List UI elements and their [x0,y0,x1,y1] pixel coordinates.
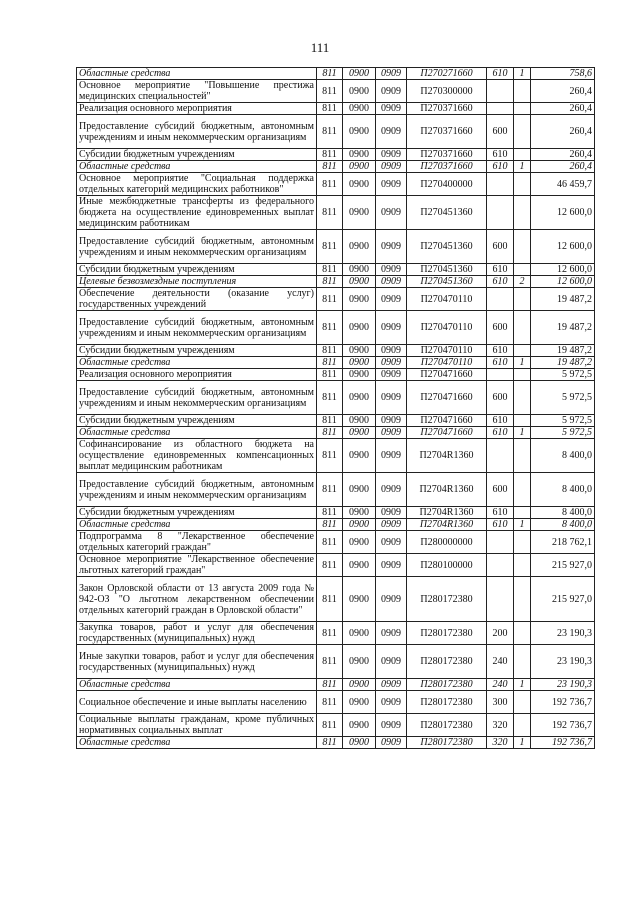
subsection-code: 0909 [376,311,407,345]
section-code: 0900 [343,645,376,679]
row-name: Предоставление субсидий бюджетным, автономным учреждениям и иным некоммерческим организациям [77,473,317,507]
table-row [77,103,595,115]
table-row [77,80,595,103]
ved-code: 811 [317,311,343,345]
expense-type-code [487,80,514,103]
ved-code: 811 [317,714,343,737]
subsection-code: 0909 [376,381,407,415]
target-article-code: П280100000 [407,554,487,577]
row-name: Субсидии бюджетным учреждениям [77,507,317,519]
section-code: 0900 [343,622,376,645]
target-article-code: П280172380 [407,679,487,691]
table-row [77,276,595,288]
table-row [77,357,595,369]
funding-source-code [514,554,531,577]
expense-type-code: 610 [487,264,514,276]
table-row [77,622,595,645]
amount: 8 400,0 [531,519,595,531]
funding-source-code [514,115,531,149]
amount: 758,6 [531,68,595,80]
amount: 12 600,0 [531,230,595,264]
section-code: 0900 [343,173,376,196]
amount: 23 190,3 [531,622,595,645]
table-row [77,381,595,415]
table-row [77,230,595,264]
section-code: 0900 [343,737,376,749]
ved-code: 811 [317,645,343,679]
table-row [77,311,595,345]
row-name: Областные средства [77,357,317,369]
table-row [77,645,595,679]
funding-source-code [514,531,531,554]
target-article-code: П270271660 [407,68,487,80]
target-article-code: П280172380 [407,577,487,622]
subsection-code: 0909 [376,439,407,473]
table-row [77,507,595,519]
funding-source-code [514,196,531,230]
target-article-code: П270451360 [407,196,487,230]
subsection-code: 0909 [376,196,407,230]
target-article-code: П270400000 [407,173,487,196]
row-name: Основное мероприятие "Повышение престижа медицинских специальностей" [77,80,317,103]
amount: 260,4 [531,103,595,115]
target-article-code: П280172380 [407,691,487,714]
section-code: 0900 [343,427,376,439]
table-row [77,691,595,714]
subsection-code: 0909 [376,115,407,149]
section-code: 0900 [343,415,376,427]
funding-source-code [514,230,531,264]
funding-source-code [514,264,531,276]
funding-source-code [514,439,531,473]
target-article-code: П270471660 [407,427,487,439]
expense-type-code [487,369,514,381]
table-row [77,369,595,381]
ved-code: 811 [317,173,343,196]
funding-source-code: 1 [514,68,531,80]
section-code: 0900 [343,554,376,577]
section-code: 0900 [343,68,376,80]
expense-type-code [487,288,514,311]
funding-source-code [514,473,531,507]
page-number: 111 [310,40,330,55]
subsection-code: 0909 [376,264,407,276]
subsection-code: 0909 [376,622,407,645]
ved-code: 811 [317,519,343,531]
table-row [77,473,595,507]
subsection-code: 0909 [376,357,407,369]
amount: 8 400,0 [531,507,595,519]
table-row [77,714,595,737]
subsection-code: 0909 [376,161,407,173]
amount: 12 600,0 [531,276,595,288]
table-row [77,115,595,149]
target-article-code: П270471660 [407,381,487,415]
subsection-code: 0909 [376,415,407,427]
expense-type-code [487,531,514,554]
funding-source-code [514,577,531,622]
amount: 5 972,5 [531,369,595,381]
amount: 8 400,0 [531,439,595,473]
row-name: Социальные выплаты гражданам, кроме публичных нормативных социальных выплат [77,714,317,737]
section-code: 0900 [343,161,376,173]
expense-type-code: 610 [487,507,514,519]
expense-type-code: 240 [487,645,514,679]
table-row [77,173,595,196]
table-body [77,68,595,749]
ved-code: 811 [317,115,343,149]
target-article-code: П280172380 [407,737,487,749]
budget-table [76,67,595,749]
amount: 192 736,7 [531,691,595,714]
ved-code: 811 [317,196,343,230]
ved-code: 811 [317,264,343,276]
section-code: 0900 [343,577,376,622]
table-row [77,531,595,554]
expense-type-code: 600 [487,311,514,345]
target-article-code: П270451360 [407,264,487,276]
amount: 5 972,5 [531,415,595,427]
ved-code: 811 [317,577,343,622]
row-name: Областные средства [77,427,317,439]
amount: 8 400,0 [531,473,595,507]
row-name: Субсидии бюджетным учреждениям [77,264,317,276]
subsection-code: 0909 [376,149,407,161]
target-article-code: П270300000 [407,80,487,103]
amount: 192 736,7 [531,714,595,737]
ved-code: 811 [317,554,343,577]
amount: 260,4 [531,149,595,161]
section-code: 0900 [343,691,376,714]
expense-type-code [487,554,514,577]
row-name: Иные закупки товаров, работ и услуг для обеспечения государственных (муниципальных) нужд [77,645,317,679]
subsection-code: 0909 [376,276,407,288]
funding-source-code: 1 [514,357,531,369]
funding-source-code [514,622,531,645]
ved-code: 811 [317,415,343,427]
expense-type-code: 600 [487,230,514,264]
row-name: Областные средства [77,161,317,173]
row-name: Предоставление субсидий бюджетным, автономным учреждениям и иным некоммерческим организациям [77,381,317,415]
row-name: Социальное обеспечение и иные выплаты населению [77,691,317,714]
row-name: Целевые безвозмездные поступления [77,276,317,288]
funding-source-code [514,345,531,357]
subsection-code: 0909 [376,554,407,577]
subsection-code: 0909 [376,737,407,749]
amount: 23 190,3 [531,679,595,691]
section-code: 0900 [343,80,376,103]
row-name: Подпрограмма 8 "Лекарственное обеспечение отдельных категорий граждан" [77,531,317,554]
funding-source-code: 2 [514,276,531,288]
row-name: Областные средства [77,519,317,531]
subsection-code: 0909 [376,288,407,311]
subsection-code: 0909 [376,427,407,439]
section-code: 0900 [343,264,376,276]
ved-code: 811 [317,68,343,80]
row-name: Софинансирование из областного бюджета на осуществление единовременных компенсационных выплат медицинским работникам [77,439,317,473]
target-article-code: П2704R1360 [407,507,487,519]
row-name: Предоставление субсидий бюджетным, автономным учреждениям и иным некоммерческим организациям [77,115,317,149]
section-code: 0900 [343,357,376,369]
subsection-code: 0909 [376,230,407,264]
funding-source-code [514,149,531,161]
target-article-code: П280000000 [407,531,487,554]
target-article-code: П270471660 [407,415,487,427]
funding-source-code [514,645,531,679]
row-name: Областные средства [77,679,317,691]
expense-type-code [487,173,514,196]
target-article-code: П2704R1360 [407,473,487,507]
section-code: 0900 [343,276,376,288]
amount: 12 600,0 [531,196,595,230]
amount: 215 927,0 [531,577,595,622]
ved-code: 811 [317,622,343,645]
subsection-code: 0909 [376,645,407,679]
section-code: 0900 [343,288,376,311]
table-row [77,519,595,531]
subsection-code: 0909 [376,507,407,519]
funding-source-code [514,691,531,714]
funding-source-code [514,415,531,427]
amount: 5 972,5 [531,381,595,415]
target-article-code: П2704R1360 [407,439,487,473]
target-article-code: П270470110 [407,311,487,345]
table-row [77,345,595,357]
ved-code: 811 [317,691,343,714]
subsection-code: 0909 [376,577,407,622]
expense-type-code: 610 [487,519,514,531]
table-row [77,577,595,622]
section-code: 0900 [343,679,376,691]
target-article-code: П270371660 [407,115,487,149]
table-row [77,737,595,749]
table-row [77,149,595,161]
table-row [77,439,595,473]
amount: 260,4 [531,161,595,173]
expense-type-code: 610 [487,357,514,369]
section-code: 0900 [343,507,376,519]
ved-code: 811 [317,230,343,264]
row-name: Субсидии бюджетным учреждениям [77,345,317,357]
ved-code: 811 [317,737,343,749]
subsection-code: 0909 [376,68,407,80]
funding-source-code [514,369,531,381]
subsection-code: 0909 [376,80,407,103]
target-article-code: П270451360 [407,276,487,288]
section-code: 0900 [343,381,376,415]
table-row [77,554,595,577]
amount: 260,4 [531,115,595,149]
section-code: 0900 [343,345,376,357]
row-name: Реализация основного мероприятия [77,103,317,115]
funding-source-code [514,311,531,345]
target-article-code: П270451360 [407,230,487,264]
row-name: Предоставление субсидий бюджетным, автономным учреждениям и иным некоммерческим организациям [77,311,317,345]
funding-source-code: 1 [514,679,531,691]
table-row [77,264,595,276]
subsection-code: 0909 [376,473,407,507]
subsection-code: 0909 [376,103,407,115]
ved-code: 811 [317,103,343,115]
subsection-code: 0909 [376,691,407,714]
ved-code: 811 [317,369,343,381]
target-article-code: П280172380 [407,622,487,645]
ved-code: 811 [317,357,343,369]
expense-type-code [487,577,514,622]
amount: 260,4 [531,80,595,103]
table-row [77,196,595,230]
expense-type-code: 610 [487,161,514,173]
table-row [77,68,595,80]
target-article-code: П270371660 [407,103,487,115]
funding-source-code [514,381,531,415]
subsection-code: 0909 [376,345,407,357]
ved-code: 811 [317,80,343,103]
expense-type-code: 320 [487,714,514,737]
target-article-code: П2704R1360 [407,519,487,531]
expense-type-code: 600 [487,381,514,415]
funding-source-code: 1 [514,519,531,531]
expense-type-code: 240 [487,679,514,691]
table-row [77,427,595,439]
expense-type-code: 300 [487,691,514,714]
row-name: Областные средства [77,737,317,749]
section-code: 0900 [343,473,376,507]
section-code: 0900 [343,115,376,149]
funding-source-code [514,80,531,103]
amount: 23 190,3 [531,645,595,679]
ved-code: 811 [317,345,343,357]
funding-source-code [514,714,531,737]
expense-type-code: 600 [487,115,514,149]
expense-type-code [487,103,514,115]
funding-source-code [514,507,531,519]
row-name: Субсидии бюджетным учреждениям [77,415,317,427]
amount: 19 487,2 [531,345,595,357]
table-row [77,288,595,311]
ved-code: 811 [317,276,343,288]
subsection-code: 0909 [376,519,407,531]
amount: 19 487,2 [531,288,595,311]
section-code: 0900 [343,230,376,264]
section-code: 0900 [343,369,376,381]
target-article-code: П270471660 [407,369,487,381]
table-row [77,679,595,691]
ved-code: 811 [317,149,343,161]
expense-type-code: 600 [487,473,514,507]
section-code: 0900 [343,311,376,345]
expense-type-code: 610 [487,345,514,357]
ved-code: 811 [317,531,343,554]
expense-type-code: 610 [487,427,514,439]
ved-code: 811 [317,427,343,439]
amount: 46 459,7 [531,173,595,196]
subsection-code: 0909 [376,173,407,196]
row-name: Закон Орловской области от 13 августа 2009 года № 942-ОЗ "О льготном лекарственном обеспечении отдельных категорий граждан в Орловской области" [77,577,317,622]
amount: 5 972,5 [531,427,595,439]
ved-code: 811 [317,473,343,507]
amount: 218 762,1 [531,531,595,554]
ved-code: 811 [317,679,343,691]
funding-source-code [514,103,531,115]
row-name: Областные средства [77,68,317,80]
funding-source-code: 1 [514,737,531,749]
subsection-code: 0909 [376,679,407,691]
section-code: 0900 [343,519,376,531]
target-article-code: П270470110 [407,345,487,357]
section-code: 0900 [343,196,376,230]
funding-source-code: 1 [514,161,531,173]
ved-code: 811 [317,439,343,473]
ved-code: 811 [317,161,343,173]
row-name: Реализация основного мероприятия [77,369,317,381]
section-code: 0900 [343,103,376,115]
expense-type-code [487,196,514,230]
funding-source-code: 1 [514,427,531,439]
funding-source-code [514,288,531,311]
amount: 12 600,0 [531,264,595,276]
row-name: Основное мероприятие "Социальная поддержка отдельных категорий медицинских работников" [77,173,317,196]
row-name: Иные межбюджетные трансферты из федерального бюджета на осуществление единовременных выплат медицинским работникам [77,196,317,230]
expense-type-code: 610 [487,415,514,427]
target-article-code: П270371660 [407,149,487,161]
row-name: Закупка товаров, работ и услуг для обеспечения государственных (муниципальных) нужд [77,622,317,645]
section-code: 0900 [343,714,376,737]
target-article-code: П270371660 [407,161,487,173]
target-article-code: П270470110 [407,288,487,311]
expense-type-code: 610 [487,276,514,288]
expense-type-code: 610 [487,149,514,161]
amount: 215 927,0 [531,554,595,577]
table-row [77,415,595,427]
subsection-code: 0909 [376,531,407,554]
subsection-code: 0909 [376,714,407,737]
table-row [77,161,595,173]
target-article-code: П270470110 [407,357,487,369]
ved-code: 811 [317,288,343,311]
section-code: 0900 [343,531,376,554]
row-name: Субсидии бюджетным учреждениям [77,149,317,161]
ved-code: 811 [317,507,343,519]
amount: 192 736,7 [531,737,595,749]
target-article-code: П280172380 [407,714,487,737]
ved-code: 811 [317,381,343,415]
target-article-code: П280172380 [407,645,487,679]
subsection-code: 0909 [376,369,407,381]
amount: 19 487,2 [531,311,595,345]
expense-type-code: 610 [487,68,514,80]
row-name: Основное мероприятие "Лекарственное обеспечение льготных категорий граждан" [77,554,317,577]
row-name: Обеспечение деятельности (оказание услуг) государственных учреждений [77,288,317,311]
section-code: 0900 [343,439,376,473]
row-name: Предоставление субсидий бюджетным, автономным учреждениям и иным некоммерческим организациям [77,230,317,264]
expense-type-code [487,439,514,473]
funding-source-code [514,173,531,196]
amount: 19 487,2 [531,357,595,369]
expense-type-code: 320 [487,737,514,749]
section-code: 0900 [343,149,376,161]
expense-type-code: 200 [487,622,514,645]
